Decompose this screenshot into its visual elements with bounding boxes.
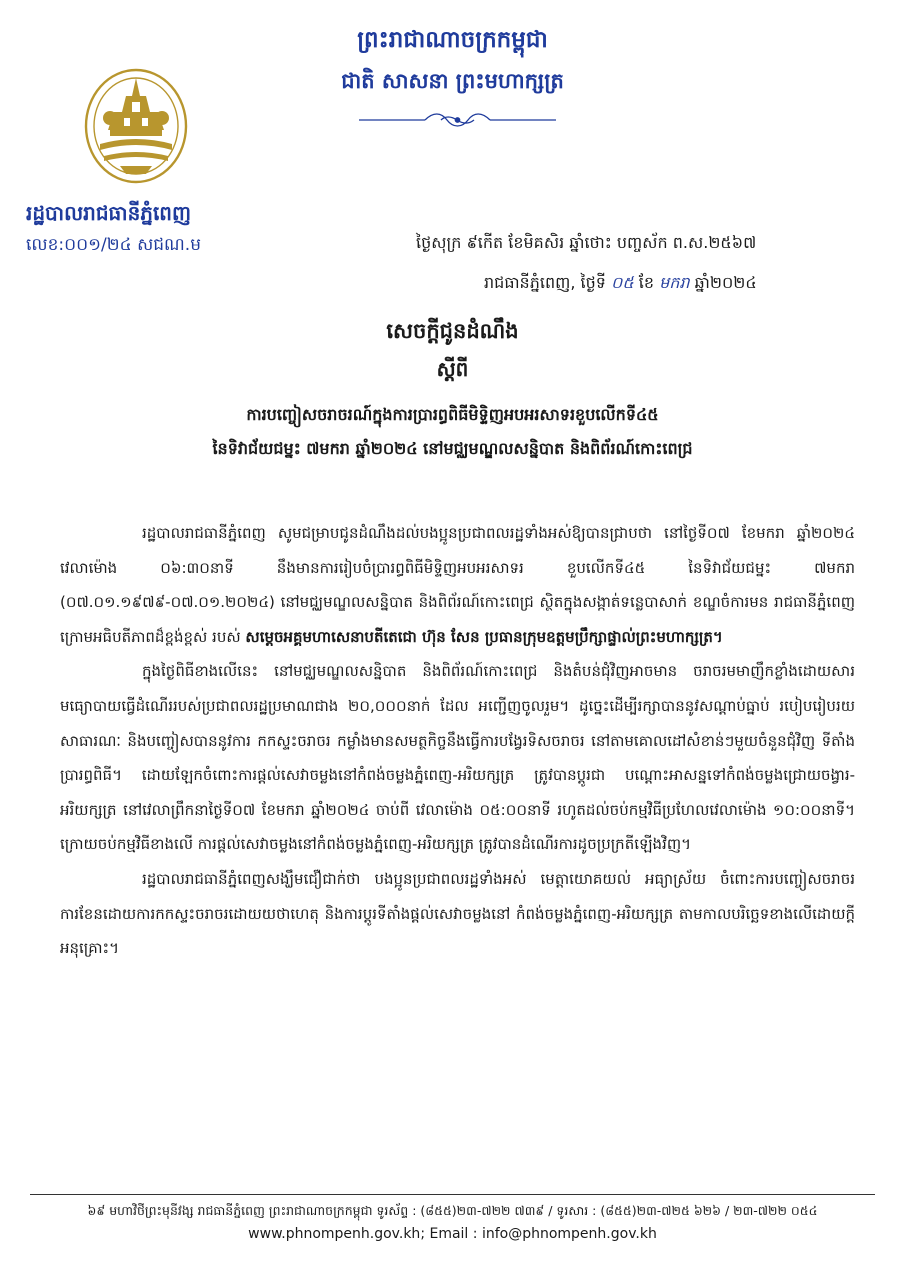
place-and-date: [484, 272, 757, 296]
phnom-penh-emblem-icon: [80, 66, 192, 190]
footer-address: ៦៩ មហាវិថីព្រះមុនីវង្ស រាជធានីភ្នំពេញ ព្រះរាជាណាចក្រកម្ពុជា ទូរស័ព្ទ : (៨៥៥)២៣-៧២២ ៧៣៩ / ទូរសារ : (៨៥៥)២៣-៧២៥ ៦២៦ / ២៣-៧២២ ០៥៤: [87, 1203, 818, 1218]
body-paragraph-2: ក្នុងថ្ងៃពិធីខាងលើនេះ នៅមជ្ឈមណ្ឌលសន្និបាត និងពិព័រណ៍កោះពេជ្រ និងតំបន់ជុំវិញអាចមាន ចរាចរមមាញឹកខ្លាំងដោយសារមធ្យោបាយធ្វើដំណើររបស់ប្រជាពលរដ្ឋប្រមាណជាង ២០,០០០នាក់ ដែល អញ្ជើញចូលរួម។ ដូច្នេះដើម្បីរក្សាបាននូវសណ្តាប់ធ្នាប់ របៀបរៀបរយសាធារណៈ និងបញ្ចៀសបាននូវការ កកស្ទះចរាចរ កម្លាំងមានសមត្ថកិច្ចនឹងធ្វើការបង្វែរទិសចរាចរ នៅតាមគោលដៅសំខាន់ៗមួយចំនួនជុំវិញ ទីតាំងប្រារព្ធពិធី។ ដោយឡែកចំពោះការផ្តល់សេវាចម្លងនៅកំពង់ចម្លងភ្នំពេញ-អរិយក្សត្រ ត្រូវបានប្តូរជា បណ្តោះអាសន្នទៅកំពង់ចម្លងជ្រោយចង្វារ-អរិយក្សត្រ នៅវេលាព្រឹកនាថ្ងៃទី០៧ ខែមករា ឆ្នាំ២០២៤ ចាប់ពី វេលាម៉ោង ០៥:០០នាទី រហូតដល់ចប់កម្មវិធីប្រហែលវេលាម៉ោង ១០:០០នាទី។ ក្រោយចប់កម្មវិធីខាងលើ ការផ្តល់សេវាចម្លងនៅកំពង់ចម្លងភ្នំពេញ-អរិយក្សត្រ ត្រូវបានដំណើរការដូចប្រក្រតីឡើងវិញ។: [60, 662, 855, 854]
issuing-authority: រដ្ឋបាលរាជធានីភ្នំពេញ: [26, 201, 192, 225]
kingdom-heading: ព្រះរាជាណាចក្រកម្ពុជា: [357, 27, 548, 53]
date-month: មករា: [659, 273, 690, 292]
footer-divider: [30, 1194, 875, 1195]
notice-subject-line-2: នៃទិវាជ័យជម្នះ ៧មករា ឆ្នាំ២០២៤ នៅមជ្ឈមណ្ឌលសន្និបាត និងពិព័រណ៍កោះពេជ្រ: [212, 439, 693, 458]
lunar-date: ថ្ងៃសុក្រ ៩កើត ខែមិគសិរ ឆ្នាំថោះ បញ្ចស័ក ព.ស.២៥៦៧: [416, 233, 757, 252]
notice-about: ស្តីពី: [436, 357, 469, 381]
date-year: ឆ្នាំ២០២៤: [694, 273, 757, 292]
decorative-ornament-icon: [355, 110, 560, 130]
body-paragraph-1-text: រដ្ឋបាលរាជធានីភ្នំពេញ សូមជម្រាបជូនដំណឹងដល់បងប្អូនប្រជាពលរដ្ឋទាំងអស់ឱ្យបានជ្រាបថា នៅថ្ងៃទី០៧ ខែមករា ឆ្នាំ២០២៤ វេលាម៉ោង ០៦:៣០នាទី នឹងមានការរៀបចំប្រារព្ធពិធីមិទ្ទិញអបអរសាទរ ខួបលើកទី៤៥ នៃទិវាជ័យជម្នះ ៧មករា (០៧.០១.១៩៧៩-០៧.០១.២០២៤) នៅមជ្ឈមណ្ឌលសន្និបាត និងពិព័រណ៍កោះពេជ្រ ស្ថិតក្នុងសង្កាត់ទន្លេបាសាក់ ខណ្ឌចំការមន រាជធានីភ្នំពេញ ក្រោមអធិបតីភាពដ៏ខ្ពង់ខ្ពស់ របស់: [60, 524, 855, 646]
national-motto: ជាតិ សាសនា ព្រះមហាក្សត្រ: [341, 69, 564, 93]
notice-title: សេចក្តីជូនដំណឹង: [386, 319, 519, 343]
notice-subject-line-1: ការបញ្ចៀសចរាចរណ៍ក្នុងការប្រារព្ធពិធីមិទ្ទិញអបអរសាទរខួបលើកទី៤៥: [246, 405, 659, 424]
body-paragraph-1: [60, 516, 855, 654]
body-paragraph-3: រដ្ឋបាលរាជធានីភ្នំពេញសង្ឃឹមជឿជាក់ថា បងប្អូនប្រជាពលរដ្ឋទាំងអស់ មេត្តាយោគយល់ អធ្យាស្រ័យ ចំពោះការបញ្ចៀសចរាចរ ការខែនដោយការកកស្ទះចរាចរដោយយថាហេតុ និងការប្តូរទីតាំងផ្តល់សេវាចម្លងនៅ កំពង់ចម្លងភ្នំពេញ-អរិយក្សត្រ តាមកាលបរិច្ឆេទខាងលើដោយក្តីអនុគ្រោះ។: [60, 869, 855, 958]
website-link[interactable]: www.phnompenh.gov.kh: [248, 1226, 421, 1242]
footer-contact: [0, 1226, 905, 1242]
date-month-label: ខែ: [638, 273, 654, 292]
date-day: ០៥: [610, 273, 634, 292]
reference-number: លេខ:០០១/២៤ សជណ.ម: [26, 235, 201, 255]
place-date-prefix: រាជធានីភ្នំពេញ, ថ្ងៃទី: [484, 273, 606, 292]
email-link[interactable]: info@phnompenh.gov.kh: [481, 1226, 657, 1242]
body-paragraph-1-bold: សម្តេចអគ្គមហាសេនាបតីតេជោ ហ៊ុន សែន ប្រធានក្រុមឧត្តមប្រឹក្សាផ្ទាល់ព្រះមហាក្សត្រ។: [245, 627, 723, 646]
email-label: ; Email :: [420, 1226, 482, 1242]
notice-body: [60, 516, 855, 966]
